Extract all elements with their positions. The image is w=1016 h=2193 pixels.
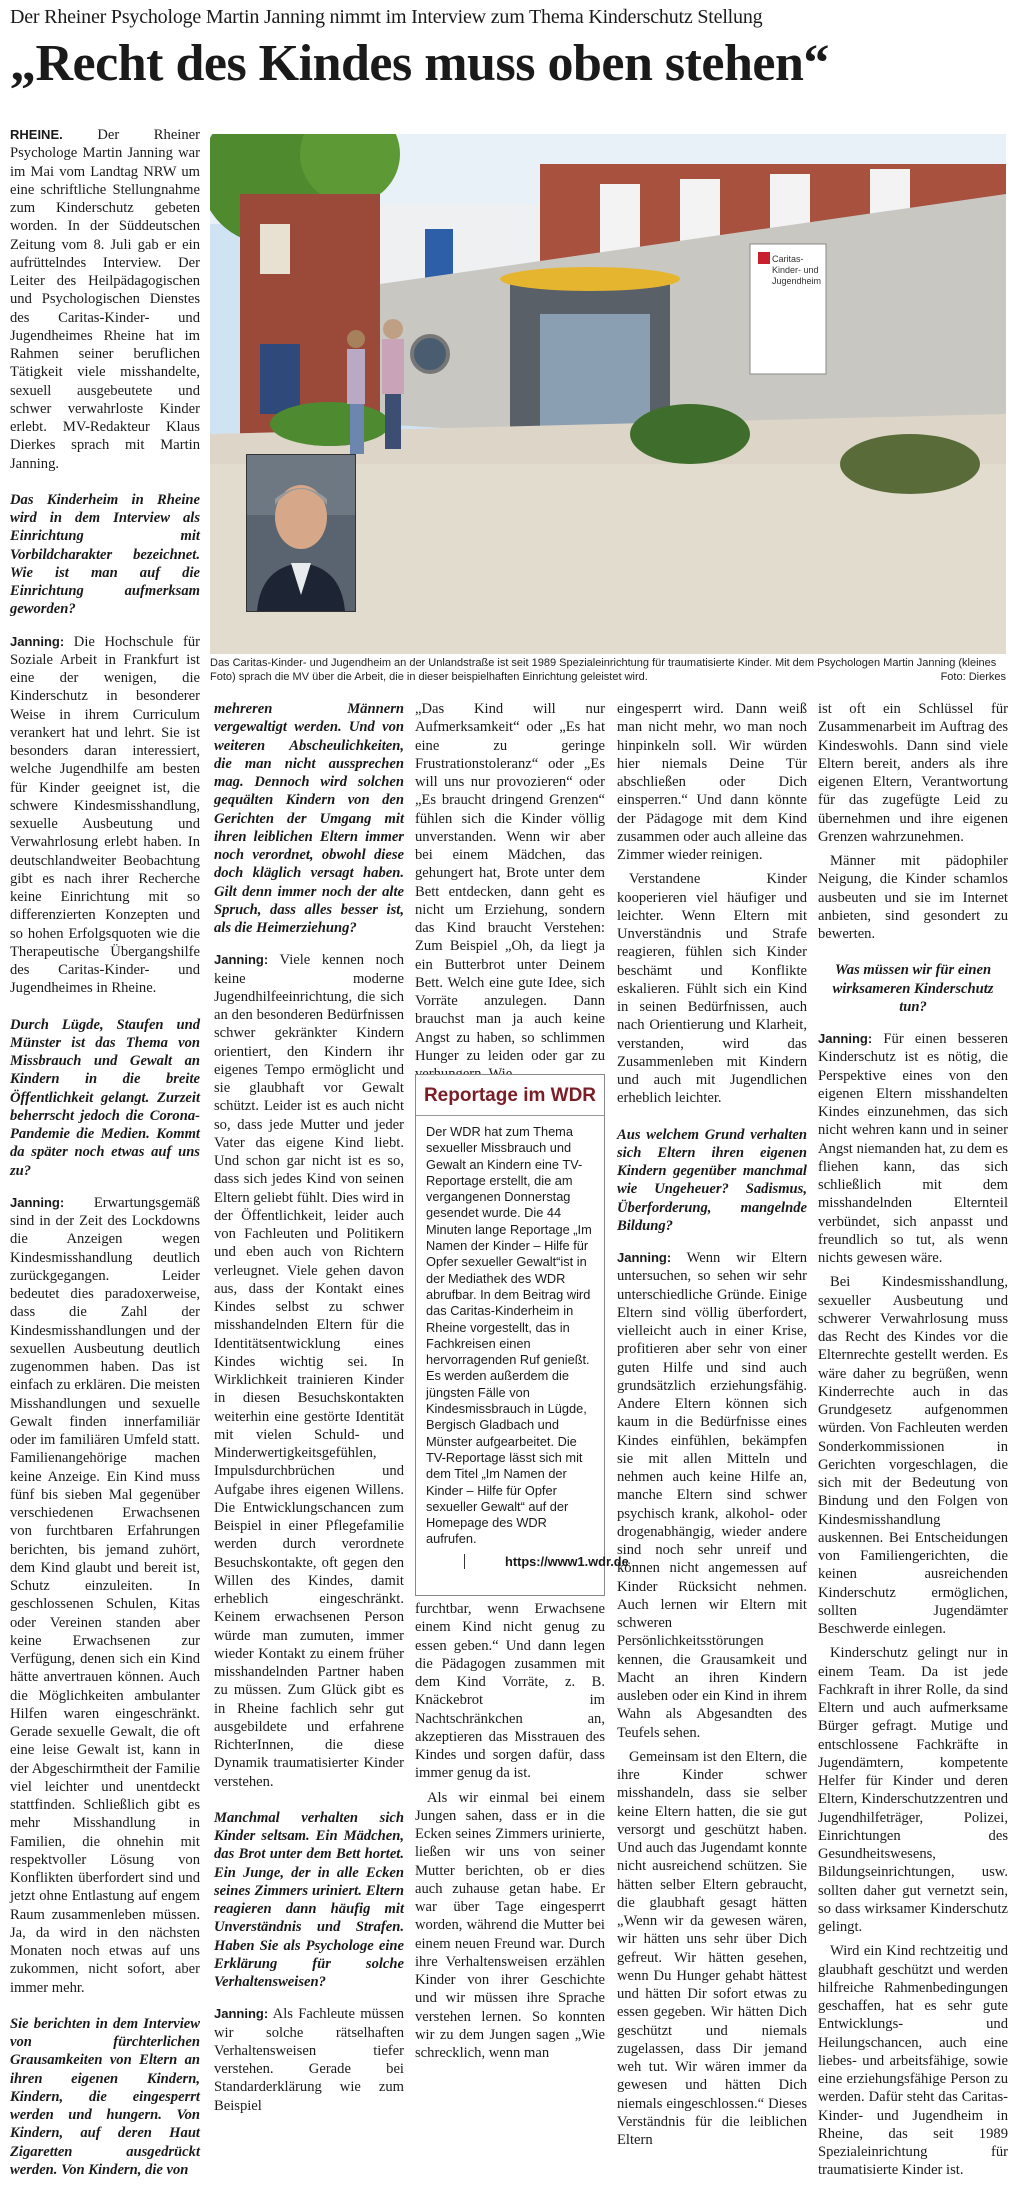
sign-line2: Kinder- und (772, 265, 819, 275)
paragraph: eingesperrt wird. Dann weiß man nicht mehr, wo man noch hinpinkeln soll. Wir würden hier niemals Deine Tür abschließen oder Dich einsperren.“ Und dann könnte der Pädagoge mit dem Kind zusammen oder auch alleine das Zimmer wieder reinigen. (617, 701, 807, 863)
paragraph: Gemeinsam ist den Eltern, die ihre Kinder schwer misshandeln, dass sie selber keine Eltern hatten, die sie gut versorgt und geschützt haben. Und auch das Jugendamt konnte nicht ausreichend schützen. Sie hätten selber Eltern gebraucht, die glaubhaft gesagt hätten „Wenn wir da gewesen wären, wir hätten uns sehr über Dich gefreut. Wir hätten gesehen, wenn Du Hunger gehabt hättest und hätten Dir sofort etwas zu essen gegeben. Wir hätten Dich geschützt und niemals zugelassen, dass Dir jemand weh tut. Wir wären immer da gewesen und hätten Dich niemals eingeschlossen.“ Dieses Verständnis für die leiblichen Eltern (617, 1748, 807, 2148)
answer-text: Für einen besseren Kinderschutz ist es nötig, die Perspektive eines von den eigenen Eltern misshandelten Kindes einzunehmen, das sich nicht wehren kann und in seiner Angst niemanden hat, zu dem es fliehen kann, das sich schließlich mit dem misshandelnden Elternteil verbündet, sich anpasst und freundlich so tut, als wenn nichts gewesen wäre. (818, 1031, 1008, 1266)
column-5 (818, 700, 1008, 2186)
question-continued: mehreren Männern vergewaltigt werden. Und von weiteren Abscheulichkeiten, die man nicht aussprechen mag. Dennoch wird solchen gequälten Kindern von den Gerichten der Umgang mit ihren leiblichen Eltern immer noch verordnet, obwohl diese doch kläglich versagt haben. Gilt denn immer noch der alte Spruch, dass alles besser ist, als die Heimerziehung? (214, 701, 404, 936)
paragraph: Kinderschutz gelingt nur in einem Team. Da ist jede Fachkraft in ihrer Rolle, da sind Eltern und auch aufmerksame Bürger gefragt. Mutige und entschlossene Fachkräfte in Jugendämtern, kompetente Helfer für Kinder und deren Eltern, Kinderschutzzentren und Jugendhilfeträger, Polizei, Einrichtungen des Gesundheitswesens, Bildungseinrichtungen, usw. sollten daher gut vernetzt sein, so dass wirksamer Kinderschutz gelingt. (818, 1645, 1008, 1935)
paragraph: ist oft ein Schlüssel für Zusammenarbeit im Auftrag des Kindeswohls. Dann sind viele Eltern bereit, anders als ihre eigenen Eltern, Verantwortung für das zugefügte Leid zu übernehmen und ihre eigenen Grenzen wahrzunehmen. (818, 701, 1008, 845)
column-3 (415, 700, 605, 1089)
question: Das Kinderheim in Rheine wird in dem Interview als Einrichtung mit Vorbildcharakter bezeichnet. Wie ist man auf die Einrichtung aufmerksam geworden? (10, 491, 200, 618)
question: Aus welchem Grund verhalten sich Eltern ihren eigenen Kindern gegenüber manchmal wie Ungeheuer? Sadismus, Überforderung, mangelnde Bildung? (617, 1126, 807, 1234)
caption-text: Das Caritas-Kinder- und Jugendheim an der Unlandstraße ist seit 1989 Spezialeinrichtung für traumatisierte Kinder. Mit dem Psychologen Martin Janning (kleines Foto) sprach die MV über die Arbeit, die in dieser beispielhaften Einrichtung geleistet wird. (210, 657, 997, 683)
answer-text: Erwartungsgemäß sind in der Zeit des Lockdowns die Anzeigen wegen Kindesmisshandlung deutlich zurückgegangen. Leider bedeutet dies paradoxerweise, dass die Zahl der Kindesmisshandlungen und der sexuellen Ausbeutung deutlich zugenommen haben. Das ist einfach zu erklären. Die meisten Misshandlungen und sexuelle Gewalt finden innerfamiliär oder im familiären Umfeld statt. Familienangehörige machen keine Anzeige. Ein Kind muss fünf bis sieben Mal gegenüber verschiedenen Erwachsenen von furchtbaren Erfahrungen berichten, bis jemand zuhört, dem Kind glaubt und bereit ist, Schutz einzuleiten. In geschlossenen Schulen, Kitas oder Vereinen standen aber keine Erwachsenen zur Verfügung, denen sich ein Kind hätte anvertrauen können. Auch die Möglichkeiten ambulanter Hilfen waren eingeschränkt. Gerade sexuelle Gewalt, die oft eine leise Gewalt ist, kann in der Abgeschirmtheit der Familie viel leichter und unentdeckt stattfinden. Schließlich gibt es mehr Misshandlung in Familien, die ohnehin mit respektvoller Lösung von Konflikten überfordert sind und jetzt ohne Entlastung auf engem Raum zusammenleben müssen. Ja, da wird in den nächsten Monaten noch etwas auf uns zukommen, nicht sofort, aber immer mehr. (10, 1194, 200, 1996)
info-box-link[interactable]: https://www1.wdr.de (464, 1554, 604, 1569)
column-4 (617, 700, 807, 2155)
info-box-title: Reportage im WDR (416, 1075, 604, 1116)
info-box-text: Der WDR hat zum Thema sexueller Missbrauch und Gewalt an Kindern eine TV-Reportage erstellt, die am vergangenen Donnerstag gesendet wurde. Die 44 Minuten lange Reportage „Im Namen der Kinder – Hilfe für Opfer sexueller Gewalt“ist in der Mediathek des WDR abrufbar. In dem Beitrag wird das Caritas-Kinderheim in Rheine vorgestellt, das in Fachkreisen einen hervorragenden Ruf genießt. Es werden außerdem die jüngsten Fälle von Kindesmissbrauch in Lügde, Bergisch Gladbach und Münster aufgearbeitet. Die TV-Reportage lässt sich mit dem Titel „Im Namen der Kinder – Hilfe für Opfer sexueller Gewalt“ auf der Homepage des WDR aufrufen. (426, 1124, 592, 1547)
column-3-lower (415, 1600, 605, 2068)
answer-text: Wenn wir Eltern untersuchen, so sehen wir sehr unterschiedliche Gründe. Einige Eltern sind völlig überfordert, vielleicht auch in einer Krise, profitieren aber sehr von einer guten Hilfe und sind auch grundsätzlich erziehungsfähig. Andere Eltern können sich kaum in die Bedürfnisse eines Kindes einfühlen, bekämpfen sie mit allen Mitteln und nehmen auch keine Hilfe an, manche Eltern sind schwer psychisch krank, alkohol- oder drogenabhängig, wieder andere sind noch sehr unreif und können nicht angemessen auf Kinder Rücksicht nehmen. Auch lernen wir Eltern mit schweren Persönlichkeitsstörungen kennen, die Grausamkeit und Macht an ihren Kindern ausleben oder ein Kind in ihrem Wahn als Abgesandten des Teufels sehen. (617, 1250, 807, 1741)
speaker-label: Janning: (818, 1031, 873, 1046)
sign-line1: Caritas- (772, 254, 804, 264)
paragraph: furchtbar, wenn Erwachsene einem Kind nicht genug zu essen geben.“ Und dann legen die Pädagogen zusammen mit dem Kind Vorräte, z. B. Knäckebrot im Nachtschränkchen an, akzeptieren das Misstrauen des Kindes und sorgen dafür, dass immer genug da ist. (415, 1601, 605, 1782)
question: Durch Lügde, Staufen und Münster ist das Thema von Missbrauch und Gewalt an Kindern in die breite Öffentlichkeit gelangt. Zurzeit beherrscht jedoch die Corona-Pandemie die Medien. Kommt da später noch etwas auf uns zu? (10, 1016, 200, 1179)
photo-credit: Foto: Dierkes (940, 671, 1006, 683)
answer-text: Viele kennen noch keine moderne Jugendhilfeeinrichtung, die sich an den besonderen Bedürfnissen schwer gekränkter Kindern orientiert, den Kindern ihr eigenes Tempo ermöglicht und sie glaubhaft vor Gewalt schützt. Leider ist es auch nicht so, dass jede Mutter und jeder Vater das eigene Kind liebt. Und schon gar nicht ist es so, dass sich jedes Kind von seinen Eltern geliebt fühlt. Dies wird in der Öffentlichkeit, leider auch von Fachleuten und Politikern und eben auch von Richtern verleugnet. Viele gehen davon aus, dass der Kontakt eines Kindes selbst zu schwer misshandelnden Eltern für die Identitätsentwicklung eines Kindes wichtig sei. In Wirklichkeit trainieren Kinder in diesen Besuchskontakten weiterhin eine gestörte Identität mit vielen Schuld- und Minderwertigkeitsgefühlen, Impulsdurchbrüchen und Aufgabe ihres eigenen Willens. Die Entwicklungschancen zum Beispiel in einer Pflegefamilie werden durch verordnete Besuchskontakte, oft gegen den Willen des Kindes, damit erheblich eingeschränkt. Keinem erwachsenen Person würde man zumuten, immer wieder Kontakt zu einem früher misshandelnden Partner haben zu müssen. Zum Glück gibt es in Rheine fachlich sehr gut ausgebildete und erfahrene RichterInnen, die diese Dynamik traumatisierter Kinder verstehen. (214, 952, 404, 1790)
article-headline: „Recht des Kindes muss oben stehen“ (10, 35, 829, 92)
speaker-label: Janning: (10, 633, 65, 649)
column-1 (10, 126, 200, 2193)
paragraph: „Das Kind will nur Aufmerksamkeit“ oder „Es hat eine zu geringe Frustrationstoleranz“ oder „Es will uns nur provozieren“ oder „Es braucht dringend Grenzen“ fühlen sich die Kinder völlig unverstanden. Wenn wir aber bei einem Mädchen, das gehungert hat, Brote unter dem Bett entdecken, dann geht es nicht um Erziehung, sondern das Kind braucht Verstehen: Zum Beispiel „Oh, da liegt ja ein Butterbrot unter Deinem Bett. Welch eine gute Idee, sich Vorräte anzulegen. Dann brauchst man ja auch keine Angst zu haben, so schlimmen Hunger zu leiden oder gar zu (415, 701, 605, 1064)
paragraph: Verstandene Kinder kooperieren viel häufiger und leichter. Wenn Eltern mit Unverständnis und Strafe reagieren, fühlen sich Kinder beschämt und Konflikte eskalieren. Fühlt sich ein Kind in seinen Bedürfnissen, auch nach Orientierung und Klarheit, verstanden, wird das Zusammenleben mit Kindern und auch mit Jugendlichen erheblich leichter. (617, 871, 807, 1107)
paragraph: Als wir einmal bei einem Jungen sahen, dass er in die Ecken seines Zimmers urinierte, ließen wir uns von seiner Mutter berichten, ob er dies auch zuhause getan habe. Er war über Tage eingesperrt worden, während die Mutter bei einem neuen Freund war. Durch ihre Verhaltensweisen erzählen Kinder von ihrer Geschichte und wir müssen ihre Sprache verstehen lernen. So konnten wir zu dem Jungen sagen „Wie schrecklich, wenn man (415, 1789, 605, 2061)
portrait-photo (246, 454, 356, 612)
lead-town: RHEINE. (10, 127, 63, 142)
photo-caption (210, 656, 1006, 684)
sign-line3: Jugendheim (772, 276, 822, 286)
paragraph: Bei Kindesmisshandlung, sexueller Ausbeutung und schwerer Verwahrlosung muss das Recht des Kindes vor die Elternrechte gestellt werden. Es wäre daher zu begrüßen, wenn Kinderrechte auch in das Grundgesetz aufgenommen würden. Von Fachleuten werden Sonderkommissionen in Gerichten vorgeschlagen, die sich mit der Bedeutung von Bindung und den Folgen von Kindesmisshandlung auskennen. Bei Entscheidungen von Familiengerichten, die keinen ausreichenden Kinderschutz ermöglichen, sollten Jugendämter Beschwerde einlegen. (818, 1274, 1008, 1637)
paragraph: Wird ein Kind rechtzeitig und glaubhaft geschützt und werden hilfreiche Rahmenbedingungen geschaffen, hat es sehr gute Entwicklungs- und Heilungschancen, auch eine liebes- und arbeitsfähige, sowie eine erziehungsfähige Person zu werden. Dafür steht das Caritas-Kinder- und Jugendheim in Rheine, das seit 1989 Spezialeinrichtung für traumatisierte Kinder ist. (818, 1943, 1008, 2179)
speaker-label: Janning: (617, 1250, 672, 1265)
question: Manchmal verhalten sich Kinder seltsam. Ein Mädchen, das Brot unter dem Bett hortet. Ein Junge, der in alle Ecken seines Zimmers uriniert. Eltern reagieren dann häufig mit Unverständnis und Strafen. Haben Sie als Psychologe eine Erklärung für solche Verhaltensweisen? (214, 1809, 404, 1990)
question: Was müssen wir für einen wirksameren Kinderschutz tun? (832, 962, 994, 1015)
article-kicker: Der Rheiner Psychologe Martin Janning nimmt im Interview zum Thema Kinderschutz Stellung (10, 6, 763, 28)
speaker-label: Janning: (10, 1194, 65, 1210)
question: Sie berichten in dem Interview von fürchterlichen Grausamkeiten von Eltern an ihren eigenen Kindern, Kindern, die eingesperrt werden und hungern. Von Kindern, auf deren Haut Zigaretten ausgedrückt werden. Von Kindern, die von (10, 2015, 200, 2178)
paragraph: Männer mit pädophiler Neigung, die Kinder schamlos ausbeuten und sie im Internet anbieten, sind gesondert zu bewerten. (818, 853, 1008, 942)
info-box-wdr (415, 1074, 629, 1596)
speaker-label: Janning: (214, 2006, 269, 2022)
column-2 (214, 700, 404, 2121)
answer-text: Die Hochschule für Soziale Arbeit in Frankfurt ist eine der wenigen, die Kinderschutz in besonderer Weise in ihrem Curriculum verankert hat und lehrt. Sie ist besonders daran interessiert, welche Jugendhilfe am besten für Kinder geeignet ist, die schwere Kindesmisshandlung, sexuelle Ausbeutung und Verwahrlosung erlebt haben. In deutschlandweiter Beobachtung gibt es nach ihrer Recherche keine Einrichtung mit so differenzierten Konzepten und so hohen Erfolgsquoten wie die Therapeutische Übergangshilfe des Caritas-Kinder- und Jugendheimes in Rheine. (10, 633, 201, 997)
speaker-label: Janning: (214, 952, 269, 968)
answer-text: Als Fachleute müssen wir solche rätselhaften Verhaltensweisen tiefer verstehen. Gerade bei Standarderklärung wie zum Beispiel (214, 2006, 404, 2114)
lead-text: Der Rheiner Psychologe Martin Janning war im Mai vom Landtag NRW um eine schriftliche Stellungnahme zum Kinderschutz gebeten worden. In der Süddeutschen Zeitung vom 8. Juli gab er ein aufrüttelndes Interview. Der Leiter des Heilpädagogischen und Psychologischen Dienstes des Caritas-Kinder- und Jugendheimes Rheine hat im Rahmen seiner beruflichen Tätigkeit viele misshandelte, sexuell ausgebeutete und schwer verwahrloste Kinder erlebt. MV-Redakteur Klaus Dierkes sprach mit Martin Janning. (10, 127, 200, 472)
